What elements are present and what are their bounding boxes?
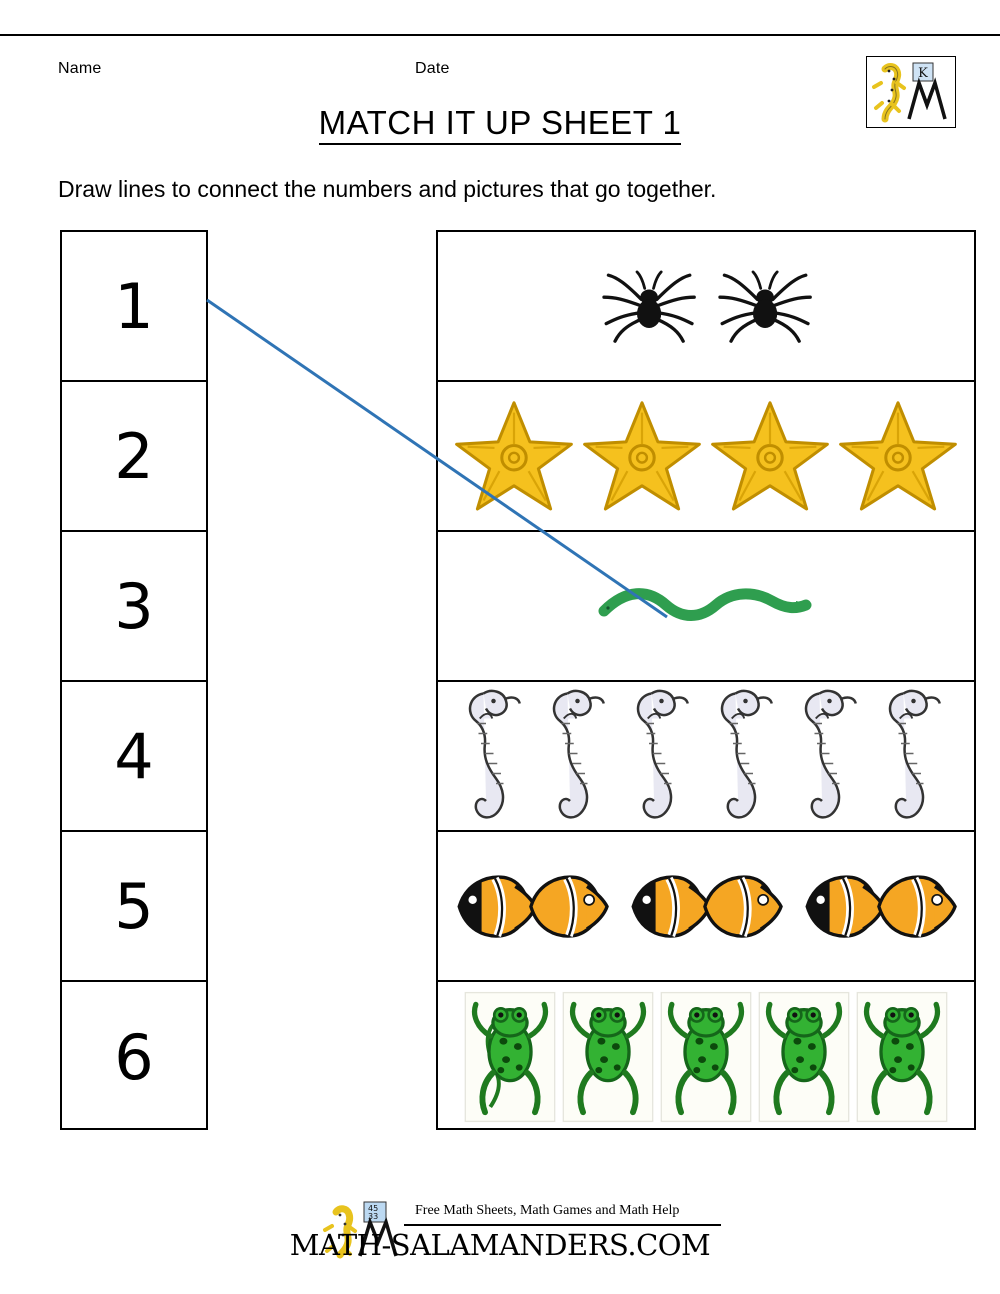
picture-row-seahorses[interactable] xyxy=(438,682,974,832)
clownfish-icon xyxy=(796,852,964,960)
number-value: 1 xyxy=(114,269,154,343)
spider-icon xyxy=(593,261,703,351)
seahorse-icon xyxy=(793,682,871,831)
number-cell-5[interactable] xyxy=(62,832,206,982)
page-title xyxy=(0,104,1000,142)
clownfish-icon xyxy=(448,852,616,960)
number-value: 3 xyxy=(114,569,154,643)
numbers-column xyxy=(60,230,208,1130)
footer-site-url: MATH-SALAMANDERS.COM xyxy=(289,1228,711,1262)
pictures-column xyxy=(436,230,976,1130)
picture-row-starfish[interactable] xyxy=(438,382,974,532)
seahorse-icon xyxy=(709,682,787,831)
name-label: Name xyxy=(58,60,102,77)
date-label: Date xyxy=(415,60,450,77)
instructions-text: Draw lines to connect the numbers and pictures that go together. xyxy=(58,176,717,202)
header-divider xyxy=(0,34,1000,36)
frog-icon xyxy=(464,991,556,1123)
starfish-icon xyxy=(837,394,959,519)
frog-icon xyxy=(856,991,948,1123)
svg-text:45: 45 xyxy=(368,1204,379,1213)
number-cell-1[interactable] xyxy=(62,232,206,382)
starfish-icon xyxy=(453,394,575,519)
svg-text:K: K xyxy=(918,66,928,81)
picture-row-spiders[interactable] xyxy=(438,232,974,382)
frog-icon xyxy=(660,991,752,1123)
starfish-icon xyxy=(581,394,703,519)
number-cell-3[interactable] xyxy=(62,532,206,682)
footer-tagline: Free Math Sheets, Math Games and Math Help xyxy=(415,1203,680,1218)
svg-text:33: 33 xyxy=(368,1212,379,1221)
starfish-icon xyxy=(709,394,831,519)
spider-icon xyxy=(709,261,819,351)
footer-divider xyxy=(404,1224,721,1226)
clownfish-icon xyxy=(622,852,790,960)
seahorse-icon xyxy=(457,682,535,831)
number-value: 6 xyxy=(114,1020,154,1094)
number-cell-6[interactable] xyxy=(62,982,206,1132)
seahorse-icon xyxy=(877,682,955,831)
number-cell-4[interactable] xyxy=(62,682,206,832)
number-value: 4 xyxy=(114,719,154,793)
seahorse-icon xyxy=(541,682,619,831)
number-value: 5 xyxy=(114,869,154,943)
frog-icon xyxy=(758,991,850,1123)
seahorse-icon xyxy=(625,682,703,831)
frog-icon xyxy=(562,991,654,1123)
snake-icon xyxy=(596,571,816,641)
number-cell-2[interactable] xyxy=(62,382,206,532)
picture-row-clownfish[interactable] xyxy=(438,832,974,982)
page-title-text: MATCH IT UP SHEET 1 xyxy=(319,104,682,145)
picture-row-frogs[interactable] xyxy=(438,982,974,1132)
picture-row-snake[interactable] xyxy=(438,532,974,682)
number-value: 2 xyxy=(114,419,154,493)
